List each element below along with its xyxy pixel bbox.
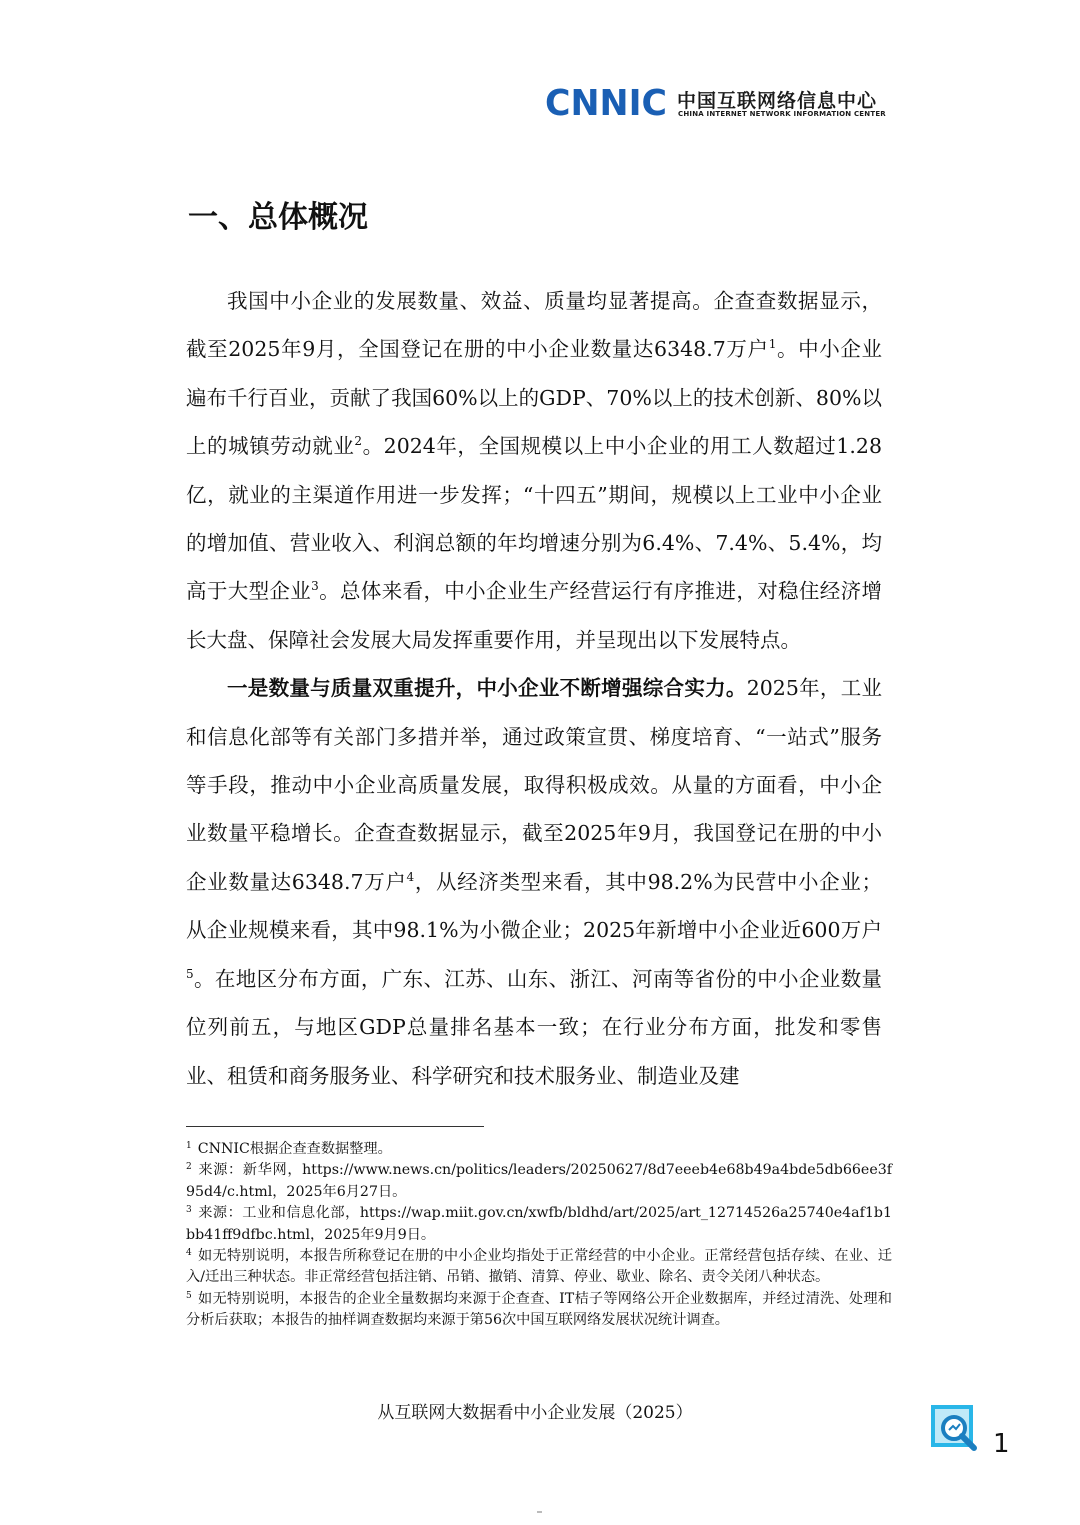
footnote-number: 4	[186, 1248, 192, 1259]
footer-report-title: 从互联网大数据看中小企业发展（2025）	[377, 1403, 693, 1423]
footnote-ref[interactable]: 4	[406, 869, 415, 884]
paragraph-lead: 一是数量与质量双重提升，中小企业不断增强综合实力。	[227, 676, 747, 701]
text-run: 。2024年，全国规模以上中小企业的用工人数超过1.28亿，就业的主渠道作用进一步发挥；“十四五”期间，规模以上工业中小企业的增加值、营业收入、利润总额的年均增速分别为6.4%、7.4%、5.4%，均高于大型企业	[186, 434, 882, 604]
text-run: 2025年，工业和信息化部等有关部门多措并举，通过政策宣贯、梯度培育、“一站式”服务等手段，推动中小企业高质量发展，取得积极成效。从量的方面看，中小企业数量平稳增长。企查查数据显示，截至2025年9月，我国登记在册的中小企业数量达6348.7万户	[186, 676, 883, 894]
text-run: 。总体来看，中小企业生产经营运行有序推进，对稳住经济增长大盘、保障社会发展大局发挥重要作用，并呈现出以下发展特点。	[186, 579, 882, 652]
org-name-english: CHINA INTERNET NETWORK INFORMATION CENTER	[678, 110, 886, 118]
paragraph-overview	[186, 277, 882, 664]
text-run: ，从经济类型来看，其中98.2%为民营中小企业；从企业规模来看，其中98.1%为小微企业；2025年新增中小企业近600万户	[186, 869, 882, 943]
footnote-divider	[186, 1126, 484, 1127]
footnote-number: 2	[186, 1162, 192, 1173]
cnnic-logo	[545, 84, 890, 124]
section-title: 一、总体概况	[188, 200, 368, 235]
footnote-ref[interactable]: 5	[186, 966, 194, 981]
cnnic-logo-letters: CNNIC	[545, 84, 667, 120]
text-run: 。中小企业遍布千行百业，贡献了我国60%以上的GDP、70%以上的技术创新、80%以上的城镇劳动就业	[186, 337, 883, 459]
footnote-text: 如无特别说明，本报告的企业全量数据均来源于企查查、IT桔子等网络公开企业数据库，并经过清洗、处理和分析后获取；本报告的抽样调查数据均来源于第56次中国互联网络发展状况统计调查。	[186, 1290, 892, 1329]
text-run: 。在地区分布方面，广东、江苏、山东、浙江、河南等省份的中小企业数量位列前五，与地区GDP总量排名基本一致；在行业分布方面，批发和零售业、租赁和商务服务业、科学研究和技术服务业、制造业及建	[186, 966, 882, 1088]
footnote-text: 来源：工业和信息化部，https://wap.miit.gov.cn/xwfb/bldhd/art/2025/art_12714526a25740e4af1b1bb41ff9dfbc.html，2025年9月9日。	[186, 1205, 892, 1243]
page-number: 1	[993, 1429, 1010, 1459]
body-text	[186, 277, 882, 1100]
page-edge-mark	[537, 1511, 542, 1513]
footnote-ref[interactable]: 2	[354, 434, 363, 449]
footnote-item	[186, 1160, 892, 1203]
footnote-ref[interactable]: 3	[311, 579, 319, 594]
footnote-number: 5	[186, 1290, 192, 1301]
footnote-item	[186, 1289, 892, 1332]
footnote-ref[interactable]: 1	[768, 337, 777, 352]
footnotes	[186, 1139, 892, 1332]
footnote-text: 如无特别说明，本报告所称登记在册的中小企业均指处于正常经营的中小企业。正常经营包括存续、在业、迁入/迁出三种状态。非正常经营包括注销、吊销、撤销、清算、停业、歇业、除名、责令关闭八种状态。	[186, 1248, 892, 1286]
footnote-number: 1	[186, 1141, 192, 1151]
magnifier-report-icon	[930, 1404, 982, 1456]
footnote-text: 来源：新华网，https://www.news.cn/politics/leaders/20250627/8d7eeeb4e68b49a4bde5db66ee3f95d4/c.html，2025年6月27日。	[186, 1162, 892, 1200]
footnote-text: CNNIC根据企查查数据整理。	[197, 1141, 392, 1157]
paragraph-feature-one	[186, 664, 882, 1100]
org-name-chinese: 中国互联网络信息中心	[677, 90, 878, 112]
cnnic-logo-mark	[545, 84, 670, 120]
text-run: 我国中小企业的发展数量、效益、质量均显著提高。企查查数据显示，截至2025年9月，全国登记在册的中小企业数量达6348.7万户	[186, 289, 882, 362]
footnote-item	[186, 1139, 892, 1160]
footnote-number: 3	[186, 1205, 192, 1216]
footnote-item	[186, 1203, 892, 1246]
footnote-item	[186, 1246, 892, 1289]
